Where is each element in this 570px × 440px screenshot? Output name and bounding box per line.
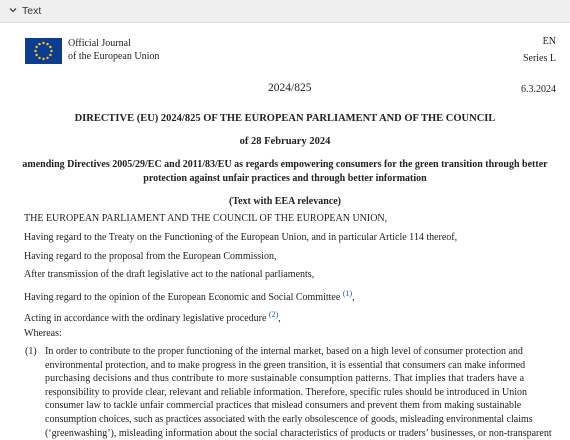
recital-1-line-2: environmental protection, and to make progress in the green transition, it is essential that consumers can make informed — [45, 359, 526, 371]
recital-1-text — [45, 345, 556, 440]
recital-1-line-1: In order to contribute to the proper functioning of the internal market, based on a high level of consumer protection and — [45, 346, 523, 357]
preamble-opinion-text: Having regard to the opinion of the European Economic and Social Committee — [24, 292, 341, 303]
recital-1-line-7: (‘greenwashing’), misleading information about the social characteristics of products or traders’ businesses, or non-transparent — [45, 427, 552, 439]
series-label: Series L — [522, 53, 556, 64]
title-line-2: of 28 February 2024 — [239, 136, 331, 147]
publisher-line-1: Official Journal — [68, 38, 131, 49]
title-line-1: DIRECTIVE (EU) 2024/825 OF THE EUROPEAN PARLIAMENT AND OF THE COUNCIL — [74, 113, 496, 124]
eea-relevance: (Text with EEA relevance) — [229, 196, 341, 207]
publication-date: 6.3.2024 — [521, 84, 556, 95]
chevron-down-icon — [8, 5, 18, 15]
preamble-whereas: Whereas: — [24, 328, 62, 339]
section-label: Text — [22, 5, 42, 17]
preamble-procedure-text: Acting in accordance with the ordinary legislative procedure — [24, 313, 267, 324]
preamble-procedure — [24, 310, 281, 324]
footnote-link-2[interactable]: (2) — [268, 310, 279, 319]
recital-1-line-3: purchasing decisions and thus contribute to more sustainable consumption patterns. That implies that traders have a — [45, 373, 525, 385]
preamble-institutions: THE EUROPEAN PARLIAMENT AND THE COUNCIL OF THE EUROPEAN UNION, — [24, 213, 388, 224]
recital-1-line-4: responsibility to provide clear, relevant and reliable information. Therefore, specific rules should be introduced in Union — [45, 386, 528, 398]
preamble-transmission: After transmission of the draft legislative act to the national parliaments, — [24, 269, 315, 280]
publisher-name — [68, 37, 159, 63]
preamble-opinion — [24, 289, 355, 303]
footnote-link-1[interactable]: (1) — [342, 289, 353, 298]
recital-1-line-6: consumption choices, such as practices associated with the early obsolescence of goods, misleading environmental claims — [45, 413, 533, 425]
preamble-opinion-end: , — [352, 292, 355, 303]
doc-number: 2024/825 — [268, 82, 312, 94]
eu-flag-icon — [25, 38, 62, 64]
subtitle-line-1: amending Directives 2005/29/EC and 2011/83/EU as regards empowering consumers for the green transition through better — [22, 159, 548, 170]
language-code: EN — [542, 36, 556, 47]
recital-1-line-5: consumer law to tackle unfair commercial practices that mislead consumers and prevent them from making sustainable — [45, 400, 522, 412]
recital-number: (1) — [25, 346, 37, 357]
publisher-line-2: of the European Union — [68, 51, 160, 62]
section-header-text[interactable] — [0, 0, 570, 23]
preamble-treaty: Having regard to the Treaty on the Functioning of the European Union, and in particular Article 114 thereof, — [24, 232, 458, 243]
subtitle-line-2: protection against unfair practices and through better information — [143, 173, 427, 184]
preamble-procedure-end: , — [278, 313, 281, 324]
preamble-proposal: Having regard to the proposal from the European Commission, — [24, 251, 277, 262]
